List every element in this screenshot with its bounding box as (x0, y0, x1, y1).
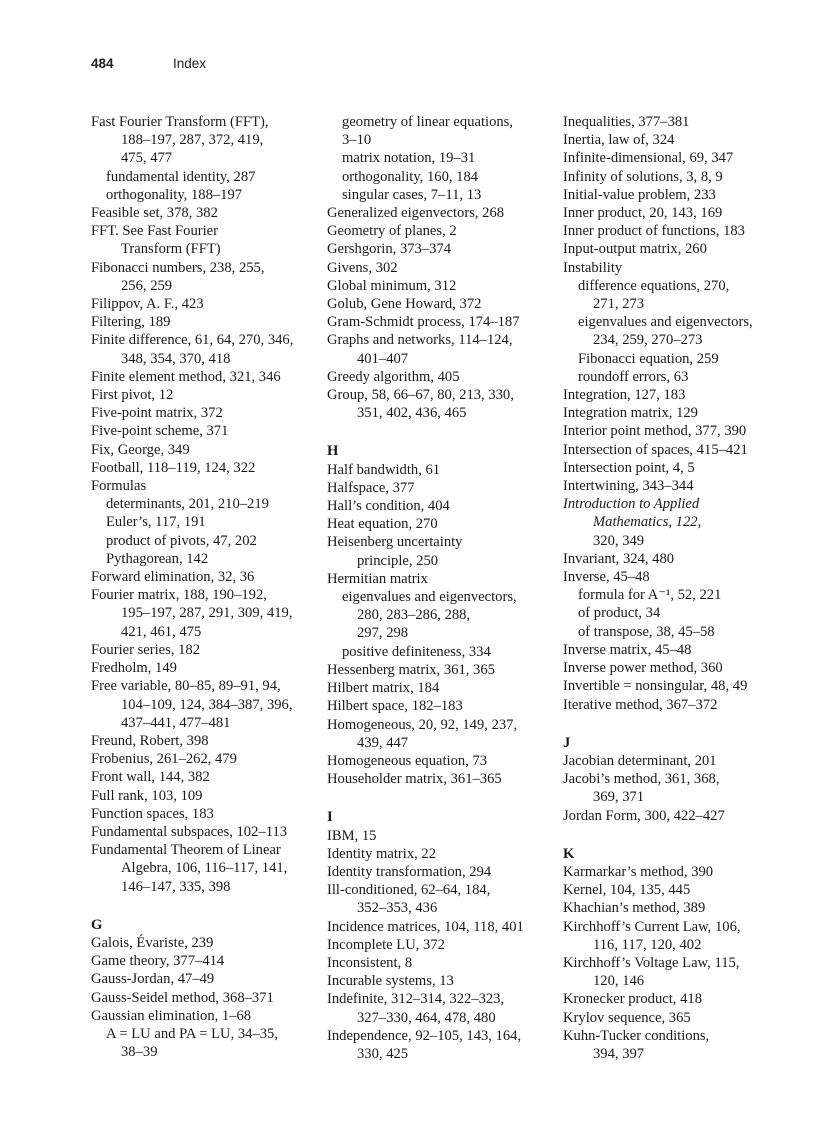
index-entry: Kronecker product, 418 (563, 991, 702, 1008)
index-entry: Free variable, 80–85, 89–91, 94, (91, 678, 281, 695)
index-entry: Kuhn-Tucker conditions, (563, 1027, 710, 1044)
index-entry: Infinity of solutions, 3, 8, 9 (563, 168, 723, 185)
index-subentry: 297, 298 (357, 625, 409, 642)
index-entry: Formulas (91, 478, 147, 495)
index-entry: Jordan Form, 300, 422–427 (563, 807, 725, 824)
index-entry: Front wall, 144, 382 (91, 769, 210, 786)
index-subentry: orthogonality, 160, 184 (342, 168, 479, 185)
index-entry: Geometry of planes, 2 (327, 223, 457, 240)
index-entry: Incomplete LU, 372 (327, 936, 445, 953)
section-title: Index (173, 56, 207, 71)
index-entry: Inner product of functions, 183 (563, 223, 745, 240)
index-entry: Hermitian matrix (327, 570, 428, 587)
index-subentry: 120, 146 (593, 973, 645, 990)
index-entry: Galois, Évariste, 239 (91, 934, 214, 951)
index-column-3 (563, 113, 803, 1063)
index-subentry: singular cases, 7–11, 13 (342, 186, 482, 203)
index-entry: Feasible set, 378, 382 (91, 205, 218, 222)
index-entry: Gershgorin, 373–374 (327, 241, 452, 258)
index-subentry: 3–10 (342, 132, 372, 149)
index-subentry: 320, 349 (593, 532, 645, 549)
index-subentry: difference equations, 270, (578, 277, 730, 294)
index-entry: Heisenberg uncertainty (327, 534, 463, 551)
index-entry: Gram-Schmidt process, 174–187 (327, 314, 520, 331)
index-entry: Hilbert space, 182–183 (327, 698, 463, 715)
index-entry: Khachian’s method, 389 (563, 900, 706, 917)
index-subentry: 195–197, 287, 291, 309, 419, (121, 605, 293, 622)
index-subentry: 116, 117, 120, 402 (593, 936, 702, 953)
index-entry: Group, 58, 66–67, 80, 213, 330, (327, 387, 514, 404)
section-gap (327, 788, 559, 808)
index-entry: Finite difference, 61, 64, 270, 346, (91, 332, 294, 349)
index-subentry: matrix notation, 19–31 (342, 150, 476, 167)
index-entry: Kernel, 104, 135, 445 (563, 882, 691, 899)
index-entry: Fourier matrix, 188, 190–192, (91, 587, 267, 604)
index-entry: Greedy algorithm, 405 (327, 368, 460, 385)
section-gap (563, 714, 803, 734)
index-entry: Householder matrix, 361–365 (327, 771, 502, 788)
index-entry: Incidence matrices, 104, 118, 401 (327, 918, 524, 935)
index-letter-heading: H (327, 443, 339, 460)
index-entry: Intersection of spaces, 415–421 (563, 441, 748, 458)
index-entry: Infinite-dimensional, 69, 347 (563, 150, 734, 167)
index-letter-heading: J (563, 734, 571, 751)
index-subentry: 234, 259, 270–273 (593, 332, 703, 349)
index-subentry: positive definiteness, 334 (342, 643, 491, 660)
index-entry: Hilbert matrix, 184 (327, 680, 440, 697)
index-entry: Graphs and networks, 114–124, (327, 332, 513, 349)
index-column-1 (91, 113, 323, 1061)
index-entry: Integration, 127, 183 (563, 387, 686, 404)
index-entry: Heat equation, 270 (327, 516, 438, 533)
page-number: 484 (91, 56, 114, 71)
index-subentry: geometry of linear equations, (342, 114, 514, 130)
index-entry: Fundamental Theorem of Linear (91, 842, 281, 859)
index-entry: Inequalities, 377–381 (563, 114, 690, 130)
index-subentry: orthogonality, 188–197 (106, 186, 243, 203)
index-subentry: of transpose, 38, 45–58 (578, 623, 715, 640)
index-entry: Iterative method, 367–372 (563, 696, 718, 713)
index-subentry: 271, 273 (593, 296, 645, 313)
index-subentry: product of pivots, 47, 202 (106, 532, 257, 549)
index-subentry: Euler’s, 117, 191 (106, 514, 206, 531)
index-entry: Inner product, 20, 143, 169 (563, 205, 723, 222)
index-entry: Givens, 302 (327, 259, 398, 276)
index-subentry: 439, 447 (357, 734, 409, 751)
index-entry: Fix, George, 349 (91, 441, 190, 458)
index-letter-heading: G (91, 916, 103, 933)
index-subentry: 188–197, 287, 372, 419, (121, 132, 264, 149)
index-entry: Intertwining, 343–344 (563, 478, 694, 495)
index-entry: Golub, Gene Howard, 372 (327, 296, 482, 313)
index-entry: Generalized eigenvectors, 268 (327, 205, 505, 222)
index-subentry: roundoff errors, 63 (578, 368, 689, 385)
index-entry: Jacobi’s method, 361, 368, (563, 771, 720, 788)
index-subentry: determinants, 201, 210–219 (106, 496, 269, 513)
index-entry: Ill-conditioned, 62–64, 184, (327, 882, 491, 899)
section-gap (563, 825, 803, 845)
index-entry: Inertia, law of, 324 (563, 132, 675, 149)
index-subentry: 146–147, 335, 398 (121, 878, 231, 895)
index-subentry: 352–353, 436 (357, 900, 438, 917)
section-gap (91, 896, 323, 916)
index-entry: Karmarkar’s method, 390 (563, 863, 714, 880)
index-subentry: 104–109, 124, 384–387, 396, (121, 696, 293, 713)
index-entry: Gauss-Jordan, 47–49 (91, 971, 215, 988)
index-entry: Inverse, 45–48 (563, 569, 650, 586)
index-entry: Forward elimination, 32, 36 (91, 569, 255, 586)
index-entry: Inverse matrix, 45–48 (563, 641, 692, 658)
index-subentry: formula for A⁻¹, 52, 221 (578, 587, 722, 604)
index-entry: Finite element method, 321, 346 (91, 368, 281, 385)
index-entry: Freund, Robert, 398 (91, 732, 209, 749)
index-entry: Intersection point, 4, 5 (563, 459, 695, 476)
index-subentry: Transform (FFT) (121, 241, 221, 258)
index-entry: FFT. See Fast Fourier (91, 223, 219, 240)
index-subentry: 327–330, 464, 478, 480 (357, 1009, 496, 1026)
index-entry: Instability (563, 259, 623, 276)
index-entry: Integration matrix, 129 (563, 405, 698, 422)
index-subentry: 421, 461, 475 (121, 623, 202, 640)
index-entry: Hall’s condition, 404 (327, 498, 450, 515)
index-subentry: 401–407 (357, 350, 409, 367)
index-entry: Full rank, 103, 109 (91, 787, 203, 804)
index-entry: Gauss-Seidel method, 368–371 (91, 989, 274, 1006)
index-entry: Invertible = nonsingular, 48, 49 (563, 678, 748, 695)
index-subentry: 437–441, 477–481 (121, 714, 231, 731)
section-gap (327, 422, 559, 442)
index-entry: Independence, 92–105, 143, 164, (327, 1027, 522, 1044)
index-subentry: of product, 34 (578, 605, 661, 622)
index-letter-heading: K (563, 845, 575, 862)
index-subentry: 394, 397 (593, 1045, 645, 1062)
index-entry: Fredholm, 149 (91, 660, 177, 677)
index-subentry: Pythagorean, 142 (106, 550, 209, 567)
index-letter-heading: I (327, 809, 333, 826)
index-entry: Initial-value problem, 233 (563, 186, 716, 203)
index-entry: Hessenberg matrix, 361, 365 (327, 661, 495, 678)
index-entry: Kirchhoff’s Voltage Law, 115, (563, 954, 740, 971)
index-subentry: fundamental identity, 287 (106, 168, 256, 185)
index-subentry: 330, 425 (357, 1045, 409, 1062)
running-header (91, 56, 206, 71)
index-subentry: eigenvalues and eigenvectors, (578, 314, 753, 331)
index-entry: Half bandwidth, 61 (327, 461, 441, 478)
index-entry: Game theory, 377–414 (91, 953, 225, 970)
index-entry: Fast Fourier Transform (FFT), (91, 114, 269, 130)
index-entry: Frobenius, 261–262, 479 (91, 751, 237, 768)
index-subentry: 351, 402, 436, 465 (357, 405, 467, 422)
index-entry: IBM, 15 (327, 827, 377, 844)
index-entry: Homogeneous, 20, 92, 149, 237, (327, 716, 518, 733)
index-entry: Invariant, 324, 480 (563, 550, 675, 567)
index-entry: Kirchhoff’s Current Law, 106, (563, 918, 741, 935)
index-entry: Krylov sequence, 365 (563, 1009, 691, 1026)
index-entry: Gaussian elimination, 1–68 (91, 1007, 252, 1024)
index-entry: Identity matrix, 22 (327, 845, 437, 862)
index-entry: Incurable systems, 13 (327, 973, 454, 990)
index-subentry: 256, 259 (121, 277, 173, 294)
index-entry: Function spaces, 183 (91, 805, 214, 822)
index-subentry: A = LU and PA = LU, 34–35, (106, 1025, 279, 1042)
index-entry: Indefinite, 312–314, 322–323, (327, 991, 505, 1008)
index-subentry: 280, 283–286, 288, (357, 607, 471, 624)
index-entry: Homogeneous equation, 73 (327, 752, 488, 769)
index-entry: Halfspace, 377 (327, 479, 415, 496)
index-subentry: 38–39 (121, 1044, 158, 1061)
index-entry: Introduction to Applied (563, 496, 700, 513)
index-entry: Fibonacci numbers, 238, 255, (91, 259, 265, 276)
index-entry: Five-point matrix, 372 (91, 405, 223, 422)
index-entry: First pivot, 12 (91, 387, 174, 404)
index-entry: Jacobian determinant, 201 (563, 752, 717, 769)
index-entry: Fundamental subspaces, 102–113 (91, 823, 288, 840)
index-subentry: 475, 477 (121, 150, 173, 167)
index-subentry: 348, 354, 370, 418 (121, 350, 231, 367)
index-entry: Filtering, 189 (91, 314, 171, 331)
index-entry: Interior point method, 377, 390 (563, 423, 747, 440)
index-entry: Global minimum, 312 (327, 277, 457, 294)
index-entry: Filippov, A. F., 423 (91, 296, 204, 313)
index-subentry: eigenvalues and eigenvectors, (342, 589, 517, 606)
index-entry: Inverse power method, 360 (563, 660, 723, 677)
index-subentry: Mathematics, 122, (593, 514, 702, 531)
index-column-2 (327, 113, 559, 1063)
index-entry: Fourier series, 182 (91, 641, 201, 658)
index-entry: Input-output matrix, 260 (563, 241, 707, 258)
index-entry: Football, 118–119, 124, 322 (91, 459, 256, 476)
index-subentry: principle, 250 (357, 552, 439, 569)
index-subentry: 369, 371 (593, 789, 645, 806)
index-subentry: Algebra, 106, 116–117, 141, (121, 860, 288, 877)
index-entry: Inconsistent, 8 (327, 954, 413, 971)
index-entry: Identity transformation, 294 (327, 863, 492, 880)
index-subentry: Fibonacci equation, 259 (578, 350, 719, 367)
index-entry: Five-point scheme, 371 (91, 423, 229, 440)
